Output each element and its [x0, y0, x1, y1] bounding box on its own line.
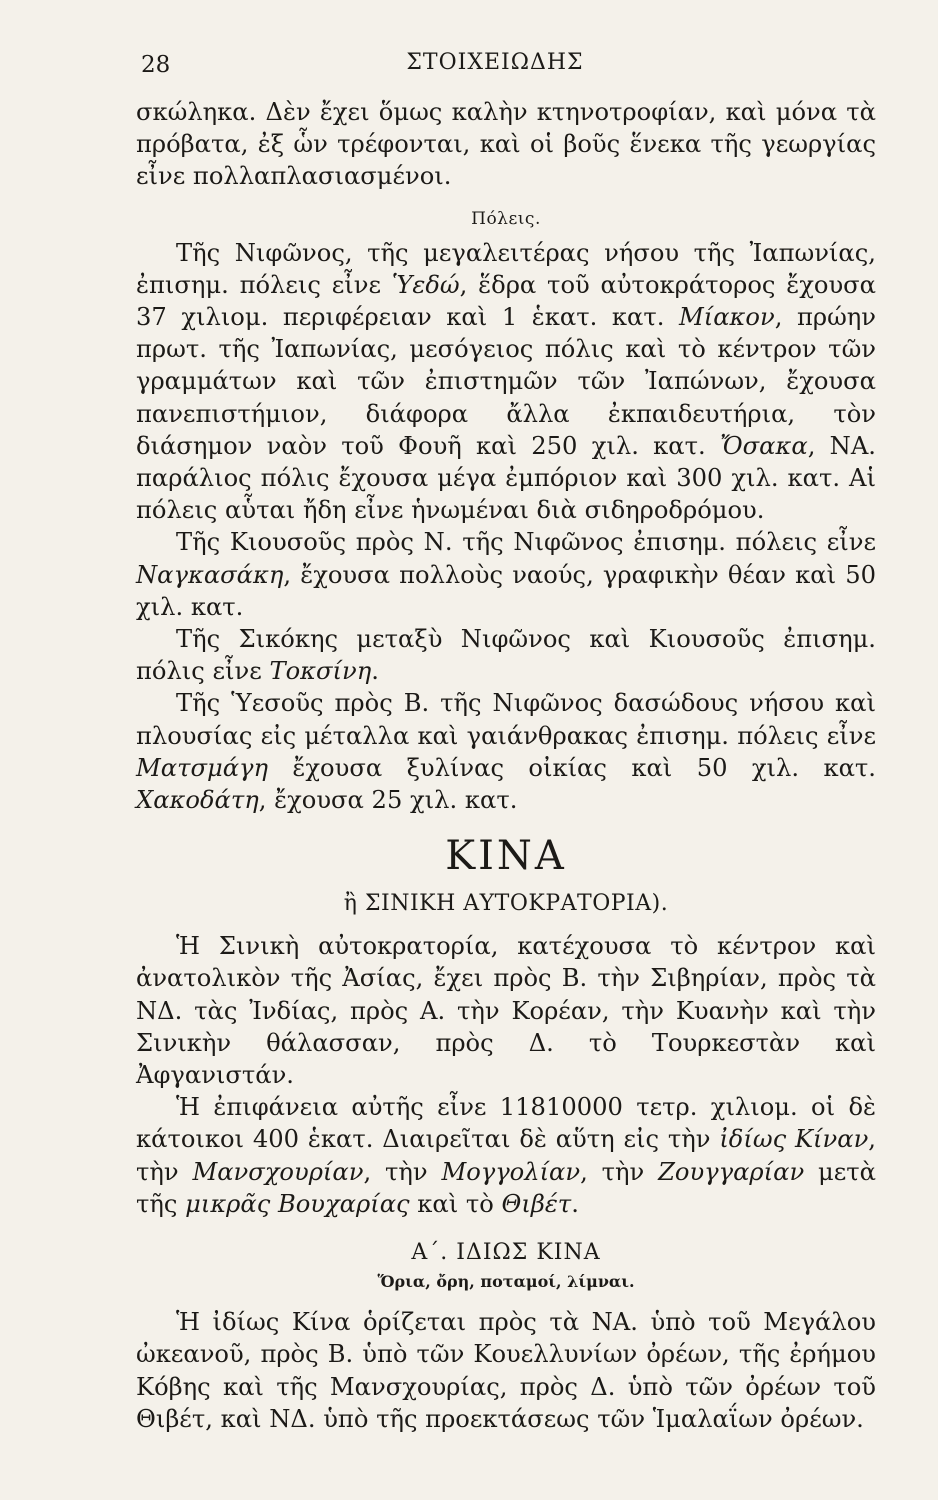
running-title: ΣΤΟΙΧΕΙΩΔΗΣ [406, 50, 584, 75]
chapter-subtitle: ἢ ΣΙΝΙΚΗ ΑΥΤΟΚΡΑΤΟΡΙΑ). [343, 891, 669, 917]
text-run: μετὰ τῆς [136, 1157, 876, 1218]
text-run: Τῆς Νιφῶνος, τῆς μεγαλειτέρας νήσου τῆς Ἰαπωνίας, ἐπισημ. πόλεις εἶνε [136, 238, 876, 299]
chapter-title: ΚΙΝΑ [445, 833, 567, 880]
sikoki-cities-paragraph [136, 623, 876, 687]
page-header [0, 44, 938, 84]
section-subtitle: Ὅρια, ὄρη, ποταμοί, λίμναι. [377, 1272, 635, 1292]
city-miakon: Μίακον [678, 303, 775, 332]
china-borders-paragraph: Ἡ Σινικὴ αὐτοκρατορία, κατέχουσα τὸ κέντρον καὶ ἀνατολικὸν τῆς Ἀσίας, ἔχει πρὸς Β. τὴν Σιβηρίαν, πρὸς τὰ ΝΔ. τὰς Ἰνδίας, πρὸς Α. τὴν Κορέαν, τὴν Κυανὴν καὶ τὴν Σινικὴν θάλασσαν, πρὸς Δ. τὸ Τουρκεστὰν καὶ Ἀφγανιστάν. [136, 932, 876, 1090]
text-run: , ΝΑ. παράλιος πόλις ἔχουσα μέγα ἐμπόριον καὶ 300 χιλ. κατ. Αἱ πόλεις αὗται ἤδη εἶνε ἡνωμέναι διὰ σιδηροδρόμου. [136, 431, 876, 525]
niphon-cities-paragraph [136, 237, 876, 527]
region-manchuria: Μανσχουρίαν [192, 1157, 364, 1186]
city-yedo: Ὑεδώ [391, 270, 460, 299]
text-run: . [371, 657, 379, 686]
text-run: , πρώην πρωτ. τῆς Ἰαπωνίας, μεσόγειος πόλις καὶ τὸ κέντρον τῶν γραμμάτων καὶ τῶν ἐπιστημῶν τῶν Ἰαπώνων, ἔχουσα πανεπιστήμιον, διάφορα ἄλλα ἐκπαιδευτήρια, τὸν διάσημον ναὸν τοῦ Φουῆ καὶ 250 χιλ. κατ. [136, 303, 876, 460]
text-block [136, 96, 876, 1435]
cities-heading: Πόλεις. [471, 208, 541, 229]
text-run: καὶ τὸ [409, 1189, 502, 1218]
text-run: Ἡ ἐπιφάνεια αὐτῆς εἶνε 11810000 τετρ. χιλιομ. οἱ δὲ κάτοικοι 400 ἑκατ. Διαιρεῖται δὲ αὕτη εἰς τὴν [136, 1093, 876, 1154]
text-run: , τὴν [580, 1157, 659, 1186]
section-title: Α΄. ΙΔΙΩΣ ΚΙΝΑ [411, 1240, 601, 1266]
city-nagasaki: Ναγκασάκη [136, 560, 284, 589]
yesou-cities-paragraph [136, 687, 876, 816]
page-number: 28 [141, 52, 171, 78]
city-hakodate: Χακοδάτη [136, 786, 259, 815]
text-run: Τῆς Κιουσοῦς πρὸς Ν. τῆς Νιφῶνος ἐπισημ. πόλεις εἶνε [176, 528, 876, 557]
intro-paragraph: σκώληκα. Δὲν ἔχει ὅμως καλὴν κτηνοτροφίαν, καὶ μόνα τὰ πρόβατα, ἐξ ὧν τρέφονται, καὶ οἱ βοῦς ἕνεκα τῆς γεωργίας εἶνε πολλαπλασιασμένοι. [136, 98, 876, 191]
region-tibet: Θιβέτ [501, 1189, 572, 1218]
china-proper-borders-paragraph: Ἡ ἰδίως Κίνα ὁρίζεται πρὸς τὰ ΝΑ. ὑπὸ τοῦ Μεγάλου ὠκεανοῦ, πρὸς Β. ὑπὸ τῶν Κουελλυνίων ὀρέων, τῆς ἐρήμου Κόβης καὶ τῆς Μανσχουρίας, πρὸς Δ. ὑπὸ τῶν ὀρέων τοῦ Θιβέτ, καὶ ΝΔ. ὑπὸ τῆς προεκτάσεως τῶν Ἱμαλαΐων ὀρέων. [136, 1308, 876, 1433]
region-dzungaria: Ζουγγαρίαν [658, 1157, 805, 1186]
region-mongolia: Μογγολίαν [441, 1157, 581, 1186]
text-run: Τῆς Ὑεσοῦς πρὸς Β. τῆς Νιφῶνος δασώδους νήσου καὶ πλουσίας εἰς μέταλλα καὶ γαιάνθρακας ἐπισημ. πόλεις εἶνε [136, 689, 876, 750]
city-osaka: Ὄσακα [719, 431, 808, 460]
china-area-paragraph [136, 1091, 876, 1220]
city-matsmagi: Ματσμάγη [136, 753, 268, 782]
kiousou-cities-paragraph [136, 526, 876, 623]
text-run: , ἔχουσα πολλοὺς ναούς, γραφικὴν θέαν καὶ 50 χιλ. κατ. [136, 560, 876, 621]
text-run: ἔχουσα ξυλίνας οἰκίας καὶ 50 χιλ. κατ. [268, 753, 876, 782]
text-run: , ἕδρα τοῦ αὐτοκράτορος ἔχουσα 37 χιλιομ. περιφέρειαν καὶ 1 ἑκατ. κατ. [136, 270, 877, 332]
region-little-bukhara: μικρᾶς Βουχαρίας [185, 1189, 410, 1218]
region-china-proper: ἰδίως Κίναν [719, 1125, 869, 1154]
text-run: , τὴν [136, 1125, 876, 1186]
city-toksini: Τοκσίνη [269, 657, 372, 686]
text-run: . [571, 1189, 579, 1218]
text-run: Τῆς Σικόκης μεταξὺ Νιφῶνος καὶ Κιουσοῦς ἐπισημ. πόλις εἶνε [136, 625, 876, 686]
text-run: , ἔχουσα 25 χιλ. κατ. [258, 786, 518, 815]
text-run: , τὴν [363, 1157, 442, 1186]
